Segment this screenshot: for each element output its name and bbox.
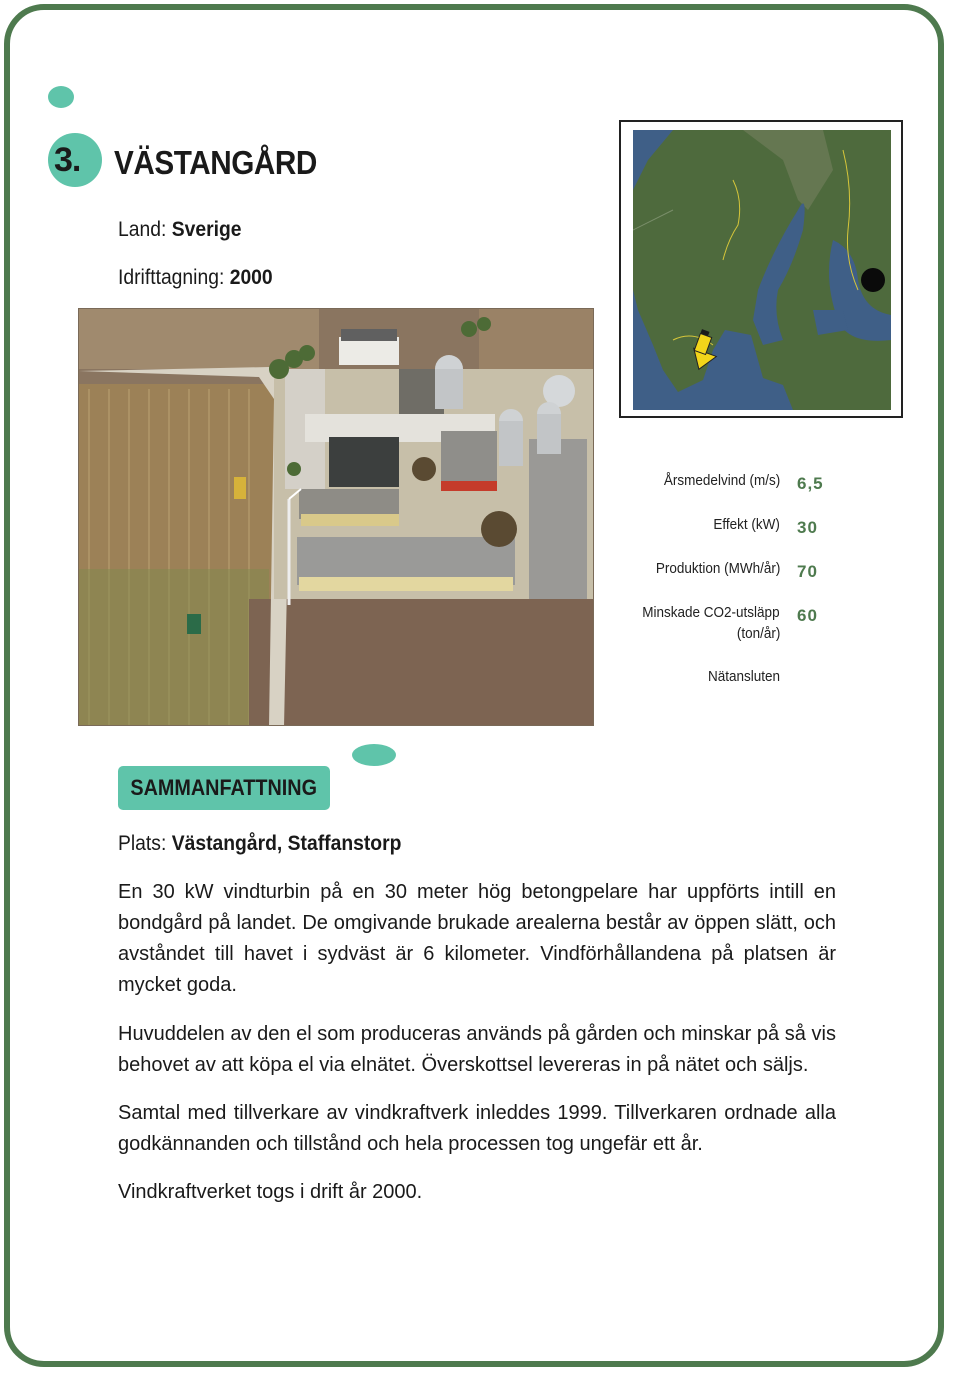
location-map-frame (619, 120, 903, 418)
decorative-dot (48, 86, 74, 108)
country-value: Sverige (171, 218, 242, 241)
stat-label: Årsmedelvind (m/s) (663, 472, 780, 489)
stat-value: 70 (797, 562, 818, 581)
stat-label: Nätansluten (707, 668, 780, 685)
location-line (118, 832, 401, 856)
stat-label: Minskade CO2-utsläpp (642, 604, 780, 621)
summary-paragraph: Huvuddelen av den el som produceras används på gården och minskar på så vis behovet av att köpa el via elnätet. Överskottsel levereras in på nätet och säljs. (118, 1023, 836, 1076)
stat-label: Effekt (kW) (713, 516, 780, 533)
scandinavia-map (633, 130, 891, 410)
page-title: VÄSTANGÅRD (114, 144, 317, 181)
commissioning-line (118, 266, 273, 290)
farm-aerial-photo (78, 308, 594, 726)
country-line (118, 218, 242, 242)
decorative-dot (352, 744, 396, 766)
summary-paragraph: Vindkraftverket togs i drift år 2000. (118, 1181, 423, 1203)
country-label: Land: (118, 218, 172, 241)
location-label: Plats: (118, 832, 172, 855)
stat-label: Produktion (MWh/år) (655, 560, 780, 577)
stat-value: 30 (797, 518, 818, 537)
summary-paragraph: En 30 kW vindturbin på en 30 meter hög betongpelare har uppförts intill en bondgård på landet. De omgivande brukade arealerna består av öppen slätt, och avståndet till havet i sydväst är 6 kilometer. Vindförhållandena på platsen är mycket goda. (118, 881, 836, 996)
stat-value: 6,5 (797, 474, 824, 493)
commissioning-value: 2000 (229, 266, 273, 289)
summary-paragraph: Samtal med tillverkare av vindkraftverk inleddes 1999. Tillverkaren ordnade alla godkännanden och tillstånd och hela processen tog ungefär ett år. (118, 1102, 836, 1155)
stat-value: 60 (797, 606, 818, 625)
stat-label-unit: (ton/år) (736, 625, 780, 642)
location-value: Västangård, Staffanstorp (171, 832, 402, 855)
commissioning-label: Idrifttagning: (118, 266, 230, 289)
summary-heading (118, 766, 330, 810)
summary-heading-label: SAMMANFATTNING (130, 775, 318, 800)
section-number: 3. (48, 133, 102, 187)
